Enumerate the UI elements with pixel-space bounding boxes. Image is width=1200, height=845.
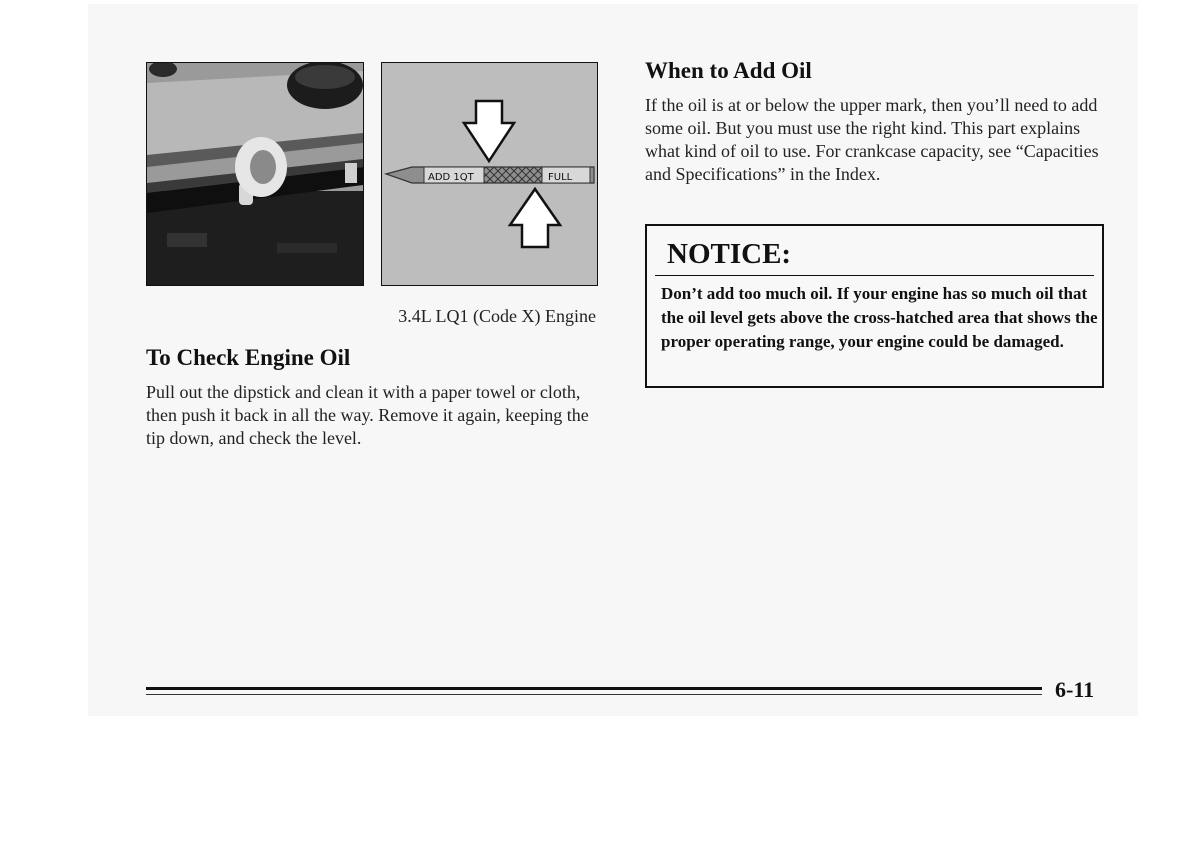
dipstick-photo <box>381 62 598 286</box>
notice-heading: NOTICE: <box>655 230 1094 276</box>
dipstick-full-label: FULL <box>548 172 573 183</box>
dipstick-add-label: ADD 1QT <box>428 172 474 183</box>
check-oil-body: Pull out the dipstick and clean it with a paper towel or cloth, then push it back in all the way. Remove it again, keeping the tip down, and check the level. <box>146 382 589 448</box>
footer-rule-thin <box>146 694 1042 695</box>
page-number: 6-11 <box>1055 677 1095 702</box>
figure-caption: 3.4L LQ1 (Code X) Engine <box>398 306 596 326</box>
engine-photo <box>146 62 364 286</box>
notice-box <box>645 224 1104 388</box>
check-oil-heading: To Check Engine Oil <box>146 345 351 370</box>
cross-hatched-area <box>484 167 542 183</box>
add-oil-body: If the oil is at or below the upper mark, then you’ll need to add some oil. But you must use the right kind. This part explains what kind of oil to use. For crankcase capacity, see “Capacities and Specifications” in the Index. <box>645 95 1099 184</box>
add-oil-heading: When to Add Oil <box>645 58 812 83</box>
notice-body: Don’t add too much oil. If your engine has so much oil that the oil level gets above the cross-hatched area that shows the proper operating range, your engine could be damaged. <box>661 284 1098 351</box>
engine-photo-drawing <box>147 63 363 285</box>
dipstick-photo-drawing <box>382 63 597 285</box>
footer-rule <box>146 687 1042 690</box>
